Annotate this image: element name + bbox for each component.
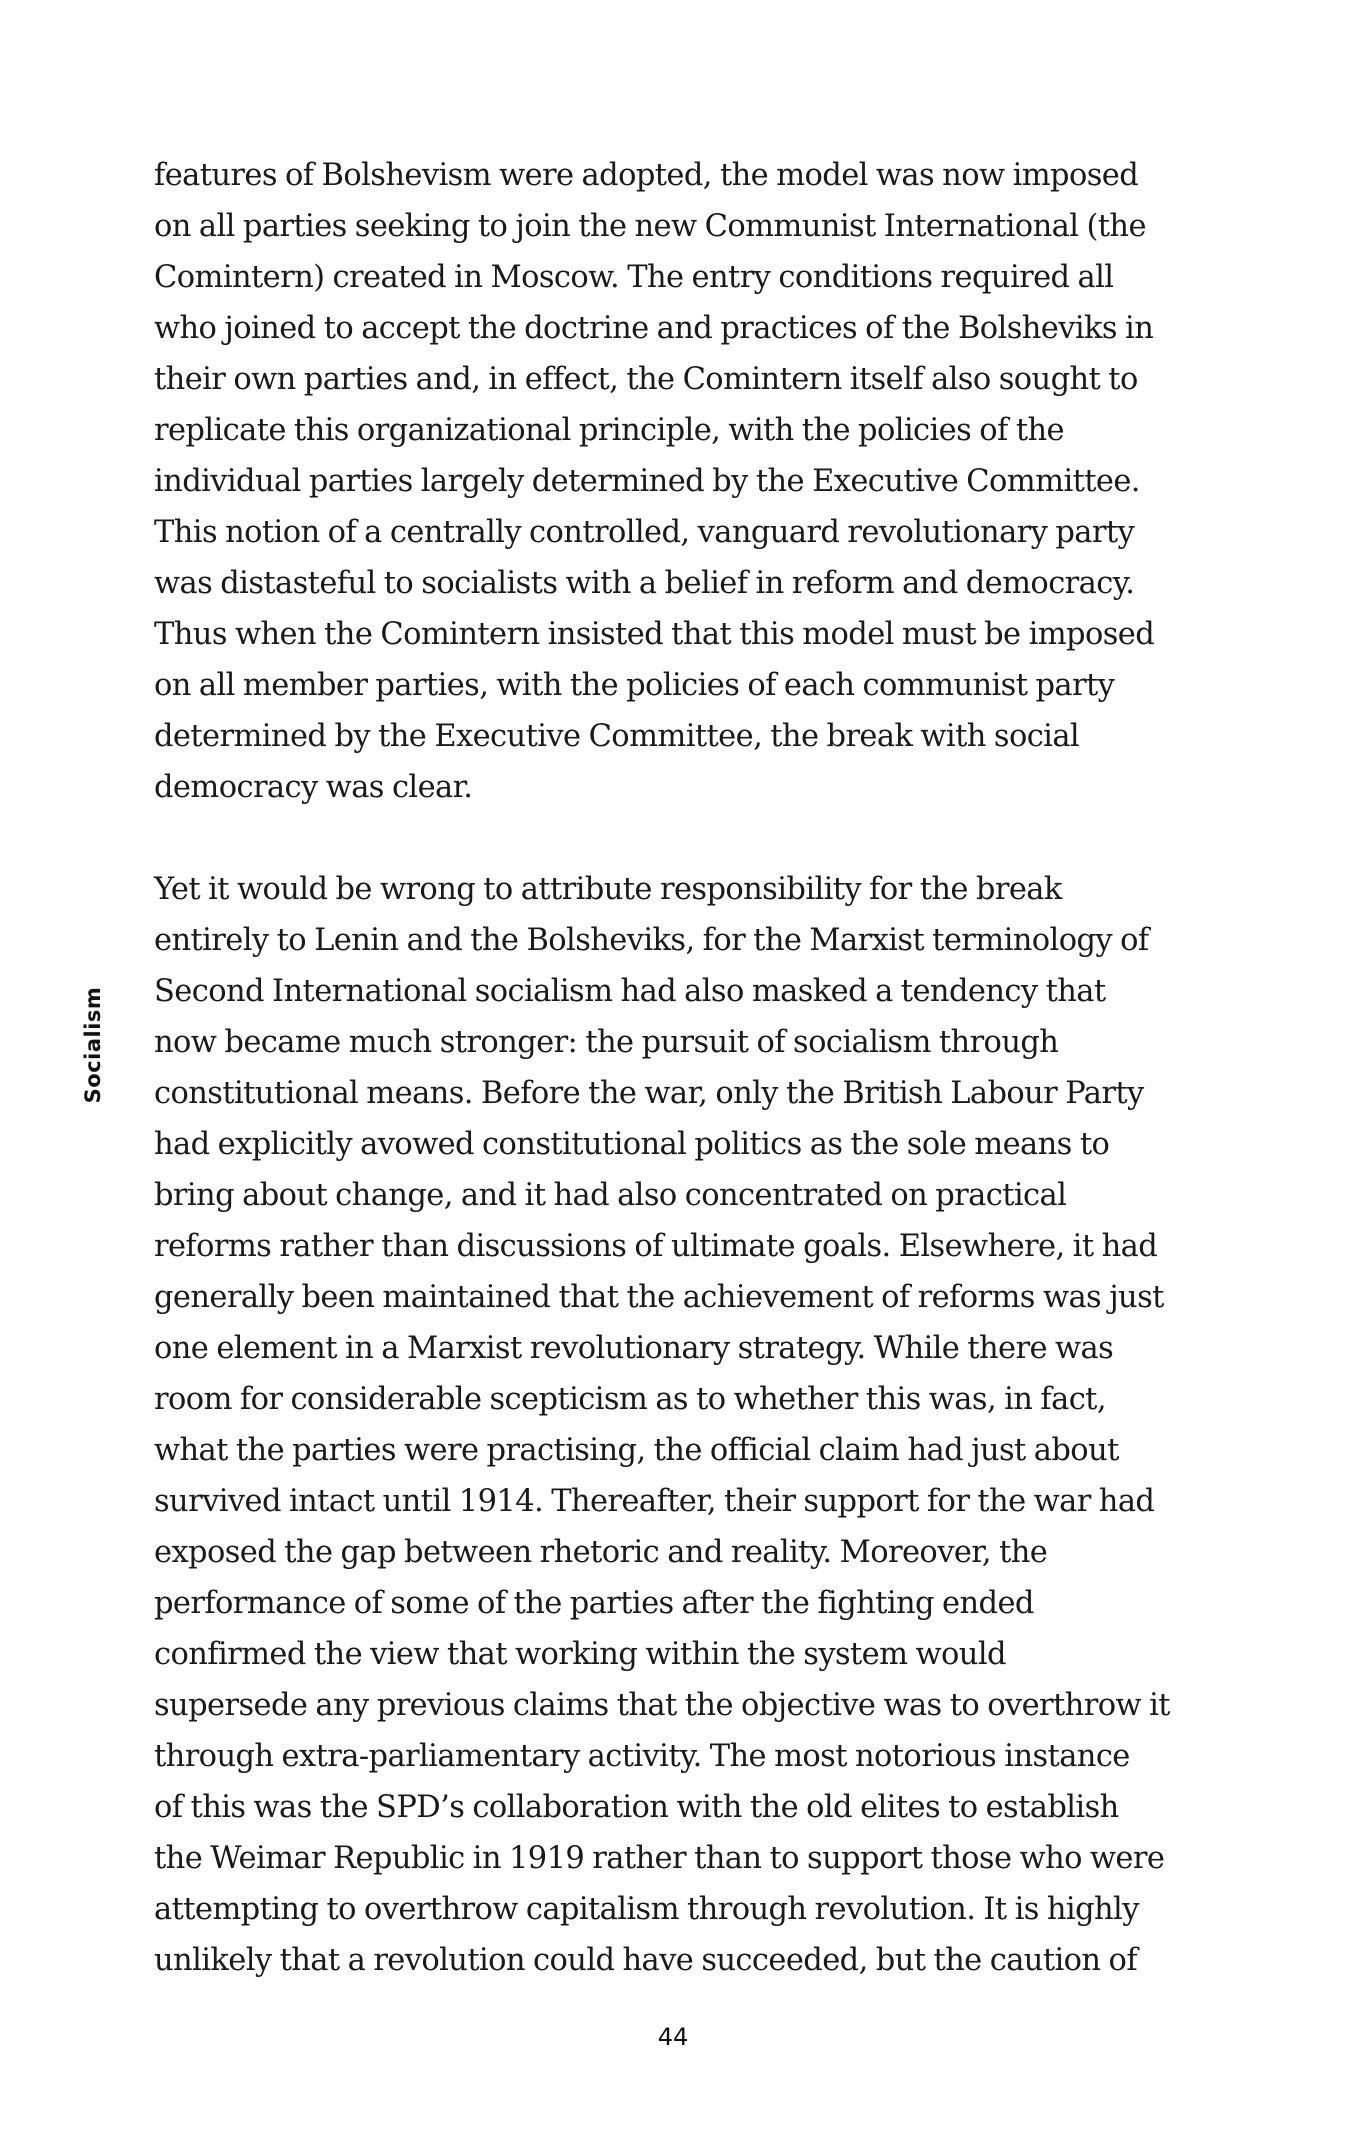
text-line: what the parties were practising, the official claim had just about [154,1433,1119,1468]
text-line: attempting to overthrow capitalism through revolution. It is highly [154,1892,1139,1927]
text-line: This notion of a centrally controlled, vanguard revolutionary party [154,515,1135,550]
text-line: their own parties and, in effect, the Comintern itself also sought to [154,362,1138,397]
text-line: survived intact until 1914. Thereafter, their support for the war had [154,1484,1155,1519]
text-line: performance of some of the parties after the fighting ended [154,1586,1034,1621]
body-text [154,150,1264,1986]
paragraph-2 [154,864,1264,1986]
text-line: confirmed the view that working within the system would [154,1637,1006,1672]
text-line: democracy was clear. [154,770,473,805]
text-line: bring about change, and it had also concentrated on practical [154,1178,1067,1213]
text-line: Yet it would be wrong to attribute responsibility for the break [154,872,1062,907]
text-line: features of Bolshevism were adopted, the model was now imposed [154,158,1139,193]
text-line: reforms rather than discussions of ultimate goals. Elsewhere, it had [154,1229,1158,1264]
text-line: Thus when the Comintern insisted that this model must be imposed [154,617,1155,652]
text-line: one element in a Marxist revolutionary strategy. While there was [154,1331,1114,1366]
text-line: room for considerable scepticism as to whether this was, in fact, [154,1382,1106,1417]
text-line: unlikely that a revolution could have succeeded, but the caution of [154,1943,1138,1978]
text-line: entirely to Lenin and the Bolsheviks, for the Marxist terminology of [154,923,1149,958]
text-line: who joined to accept the doctrine and practices of the Bolsheviks in [154,311,1154,346]
running-head-text: Socialism [81,986,105,1104]
text-line: had explicitly avowed constitutional politics as the sole means to [154,1127,1110,1162]
text-line: the Weimar Republic in 1919 rather than to support those who were [154,1841,1165,1876]
text-line: supersede any previous claims that the objective was to overthrow it [154,1688,1170,1723]
text-line: Comintern) created in Moscow. The entry conditions required all [154,260,1114,295]
text-line: on all member parties, with the policies of each communist party [154,668,1115,703]
page-number: 44 [657,2023,689,2051]
text-line: replicate this organizational principle, with the policies of the [154,413,1064,448]
paragraph-spacer [154,813,1264,864]
text-line: determined by the Executive Committee, the break with social [154,719,1080,754]
text-line: constitutional means. Before the war, only the British Labour Party [154,1076,1144,1111]
text-line: through extra-parliamentary activity. The most notorious instance [154,1739,1130,1774]
text-line: exposed the gap between rhetoric and reality. Moreover, the [154,1535,1048,1570]
text-line: generally been maintained that the achievement of reforms was just [154,1280,1164,1315]
text-line: now became much stronger: the pursuit of socialism through [154,1025,1059,1060]
text-line: Second International socialism had also masked a tendency that [154,974,1106,1009]
text-line: of this was the SPD’s collaboration with the old elites to establish [154,1790,1119,1825]
text-line: on all parties seeking to join the new Communist International (the [154,209,1146,244]
text-line: was distasteful to socialists with a belief in reform and democracy. [154,566,1135,601]
text-line: individual parties largely determined by the Executive Committee. [154,464,1140,499]
paragraph-1 [154,150,1264,813]
